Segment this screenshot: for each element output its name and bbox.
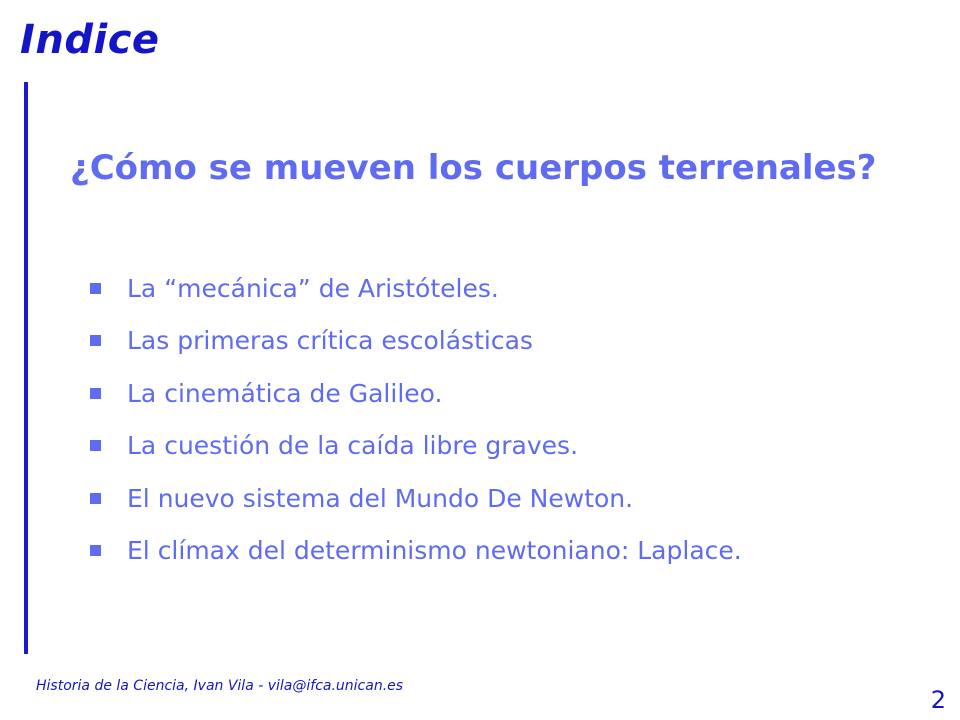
square-bullet-icon (90, 388, 101, 399)
square-bullet-icon (90, 440, 101, 451)
page-number: 2 (930, 686, 946, 714)
bullet-text: El nuevo sistema del Mundo De Newton. (127, 483, 634, 513)
bullet-text: Las primeras crítica escolásticas (127, 326, 533, 356)
square-bullet-icon (90, 283, 101, 294)
bullet-list (90, 262, 742, 577)
bullet-text: La “mecánica” de Aristóteles. (127, 273, 499, 303)
list-item (90, 525, 742, 578)
footer-credit: Historia de la Ciencia, Ivan Vila - vila@ifca.unican.es (36, 678, 404, 694)
bullet-text: El clímax del determinismo newtoniano: Laplace. (127, 536, 742, 566)
bullet-text: La cuestión de la caída libre graves. (127, 431, 579, 461)
list-item (90, 315, 742, 368)
list-item (90, 262, 742, 315)
slide-title: Indice (20, 17, 160, 63)
accent-vertical-bar (24, 82, 28, 654)
list-item (90, 472, 742, 525)
square-bullet-icon (90, 545, 101, 556)
square-bullet-icon (90, 335, 101, 346)
section-heading: ¿Cómo se mueven los cuerpos terrenales? (70, 148, 877, 188)
bullet-text: La cinemática de Galileo. (127, 378, 443, 408)
square-bullet-icon (90, 493, 101, 504)
list-item (90, 420, 742, 473)
list-item (90, 367, 742, 420)
